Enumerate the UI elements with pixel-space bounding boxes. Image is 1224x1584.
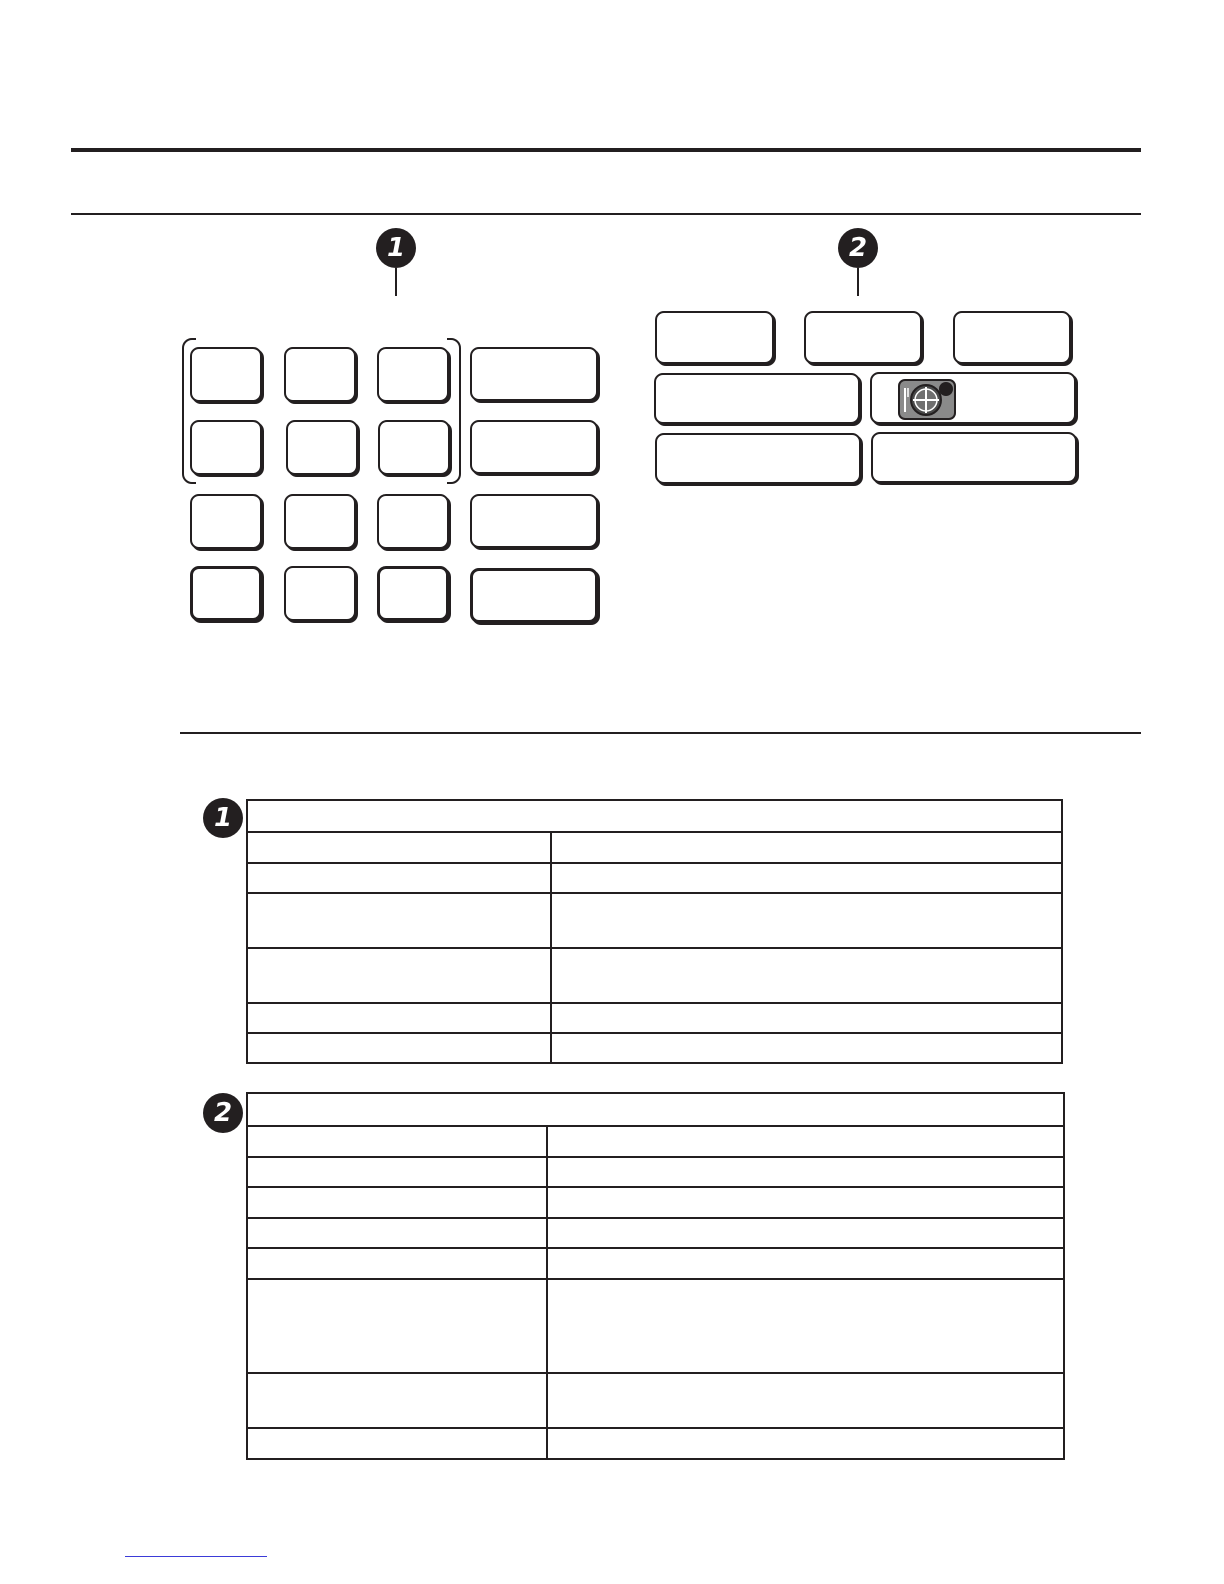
table-row: [247, 1126, 1064, 1157]
table-cell: [547, 1157, 1064, 1187]
table-cell: [551, 832, 1062, 863]
table-cell: [247, 1126, 547, 1157]
table-cell: [247, 1279, 547, 1373]
table-cell: [547, 1187, 1064, 1218]
callout-2-leader: [857, 268, 859, 296]
table-cell: [551, 893, 1062, 948]
table-row: [247, 1279, 1064, 1373]
number-key[interactable]: [284, 347, 356, 402]
table-cell: [547, 1373, 1064, 1428]
table-cell: [247, 832, 551, 863]
table-row: [247, 1033, 1062, 1063]
panel-2-wide-key[interactable]: [871, 432, 1077, 483]
table-cell: [547, 1248, 1064, 1279]
table-row: [247, 1218, 1064, 1248]
table-row: [247, 863, 1062, 893]
function-key[interactable]: [470, 347, 598, 401]
table-cell: [547, 1218, 1064, 1248]
table-cell: [551, 948, 1062, 1003]
number-key[interactable]: [284, 566, 356, 621]
table-cell: [247, 1248, 547, 1279]
table-cell: [247, 1033, 551, 1063]
table-row: [247, 832, 1062, 863]
function-key[interactable]: [470, 420, 598, 474]
table-row: [247, 1373, 1064, 1428]
table-cell: [551, 1003, 1062, 1033]
table-2: [246, 1092, 1065, 1460]
number-key[interactable]: [286, 420, 358, 475]
panel-2-wide-key[interactable]: [654, 373, 860, 424]
footer-link-underline[interactable]: [125, 1556, 267, 1557]
table-row: [247, 1428, 1064, 1459]
function-key[interactable]: [470, 494, 598, 548]
number-key[interactable]: [378, 420, 450, 475]
table-1-title: [247, 800, 1062, 832]
number-key[interactable]: [284, 494, 356, 549]
table-cell: [247, 893, 551, 948]
number-key[interactable]: [377, 494, 449, 549]
number-key[interactable]: [377, 347, 449, 402]
table-cell: [547, 1279, 1064, 1373]
panel-2-top-key[interactable]: [655, 311, 774, 364]
table-cell: [247, 1428, 547, 1459]
table-cell: [247, 1187, 547, 1218]
table-row: [247, 1003, 1062, 1033]
tables-rule: [180, 732, 1141, 734]
table-2-callout-badge: 2: [203, 1093, 243, 1133]
table-cell: [247, 1157, 547, 1187]
table-cell: [247, 1003, 551, 1033]
table-cell: [247, 863, 551, 893]
microwave-dish-icon: [898, 379, 956, 420]
table-cell: [247, 1373, 547, 1428]
table-cell: [551, 1033, 1062, 1063]
table-cell: [247, 948, 551, 1003]
number-key[interactable]: [377, 566, 449, 621]
table-1: [246, 799, 1063, 1064]
table-1-callout-badge: 1: [203, 798, 243, 838]
table-2-title: [247, 1093, 1064, 1126]
number-key[interactable]: [190, 566, 262, 621]
table-row: [247, 1187, 1064, 1218]
table-cell: [551, 863, 1062, 893]
function-key[interactable]: [470, 568, 598, 623]
panel-2-top-key[interactable]: [953, 311, 1071, 364]
table-row: [247, 1248, 1064, 1279]
panel-2-wide-key[interactable]: [655, 433, 861, 484]
table-row: [247, 948, 1062, 1003]
callout-1-leader: [395, 268, 397, 296]
table-cell: [247, 1218, 547, 1248]
number-key[interactable]: [190, 494, 262, 549]
table-row: [247, 1157, 1064, 1187]
panel-2-top-key[interactable]: [804, 311, 922, 364]
table-cell: [547, 1126, 1064, 1157]
callout-2-badge: 2: [838, 228, 878, 268]
section-rule: [71, 213, 1141, 215]
top-heavy-rule: [71, 148, 1141, 152]
number-key[interactable]: [190, 420, 262, 475]
panel-2-icon-key[interactable]: [870, 372, 1076, 424]
table-row: [247, 893, 1062, 948]
callout-1-badge: 1: [376, 228, 416, 268]
number-key[interactable]: [190, 347, 262, 402]
table-cell: [547, 1428, 1064, 1459]
